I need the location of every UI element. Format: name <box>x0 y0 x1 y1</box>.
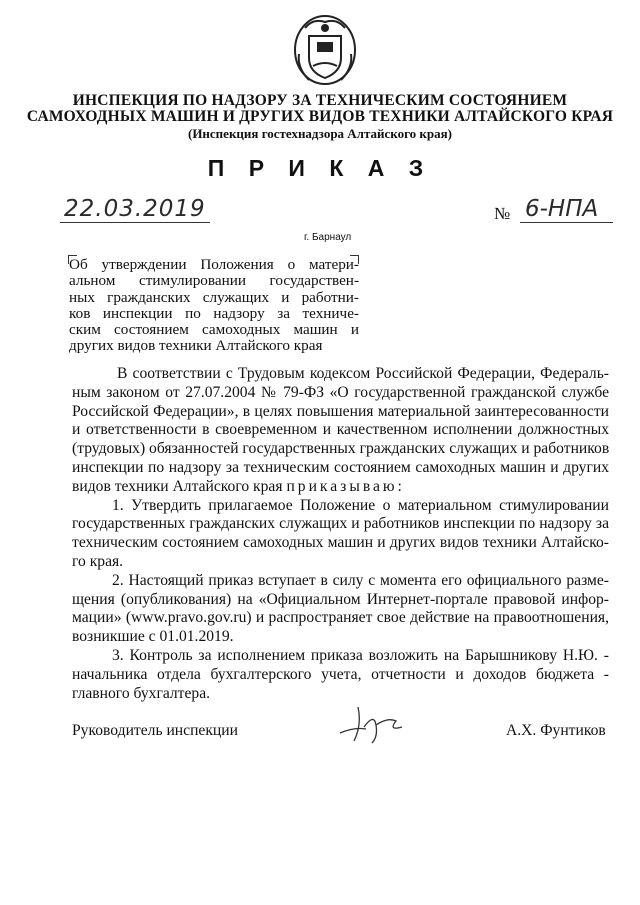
body-line: инспекции по надзору за техническим состоянием самоходных машин и других <box>72 458 609 476</box>
body-line: возникшие с 01.01.2019. <box>72 628 234 646</box>
body-line: и ответственности в своевременном и качественном исполнении должностных <box>72 421 609 439</box>
order-word: приказываю: <box>286 477 405 495</box>
signer-title: Руководитель инспекции <box>72 722 238 739</box>
body-line: щения (опубликования) на «Официальном Интернет-портале правовой инфор- <box>72 590 609 608</box>
subject-line: альном стимулировании государствен- <box>69 272 359 290</box>
subject-line: ским состоянием самоходных машин и <box>69 321 359 339</box>
signer-name: А.Х. Фунтиков <box>506 722 606 739</box>
subject-line: ков инспекции по надзору за техниче- <box>69 304 359 322</box>
body-line: (трудовых) обязанностей государственных гражданских служащих и работников <box>72 440 610 458</box>
body-line: мации» (www.pravo.gov.ru) и распространяет свое действие на правоотношения, <box>72 609 609 627</box>
signature-mark <box>336 697 416 749</box>
body-line: техническим состоянием самоходных машин и других видов техники Алтайско- <box>72 534 609 552</box>
body-line: главного бухгалтера. <box>72 684 211 702</box>
number-label: № <box>494 204 511 223</box>
order-body <box>72 365 609 703</box>
body-line-prefix: видов техники Алтайского края <box>72 477 283 495</box>
org-name-line-1: ИНСПЕКЦИЯ ПО НАДЗОРУ ЗА ТЕХНИЧЕСКИМ СОСТОЯНИЕМ <box>72 92 568 109</box>
date-underline <box>60 222 210 223</box>
subject-line: других видов техники Алтайского края <box>69 337 323 355</box>
body-line: ным законом от 27.07.2004 № 79-ФЗ «О государственной гражданской службе <box>72 383 609 401</box>
subject-line: Об утверждении Положения о матери- <box>69 256 359 273</box>
body-line <box>72 478 609 497</box>
coat-of-arms-icon <box>293 10 357 86</box>
body-line: Российской Федерации», в целях повышения материальной заинтересованности <box>72 402 609 420</box>
body-line: 2. Настоящий приказ вступает в силу с момента его официального разме- <box>112 571 609 589</box>
body-line: 1. Утвердить прилагаемое Положение о материальном стимулировании <box>112 496 609 514</box>
city: г. Барнаул <box>304 232 352 243</box>
body-line: В соответствии с Трудовым кодексом Российской Федерации, Федераль- <box>117 365 609 382</box>
org-short-name: (Инспекция гостехнадзора Алтайского края) <box>187 126 453 141</box>
number-underline <box>520 222 613 223</box>
org-name-line-2: САМОХОДНЫХ МАШИН И ДРУГИХ ВИДОВ ТЕХНИКИ АЛТАЙСКОГО КРАЯ <box>26 108 614 125</box>
body-line: государственных гражданских служащих и работников инспекции по надзору за <box>72 515 609 533</box>
order-subject <box>69 257 359 355</box>
body-line: начальника отдела бухгалтерского учета, отчетности и доходов бюджета - <box>72 665 609 683</box>
document-title: П Р И К А З <box>207 155 433 181</box>
body-line: го края. <box>72 552 124 570</box>
subject-line: ных гражданских служащих и работни- <box>69 288 359 306</box>
order-number: 6-НПА <box>525 196 599 222</box>
body-line: 3. Контроль за исполнением приказа возложить на Барышникову Н.Ю. - <box>112 646 609 664</box>
order-date: 22.03.2019 <box>64 196 206 222</box>
